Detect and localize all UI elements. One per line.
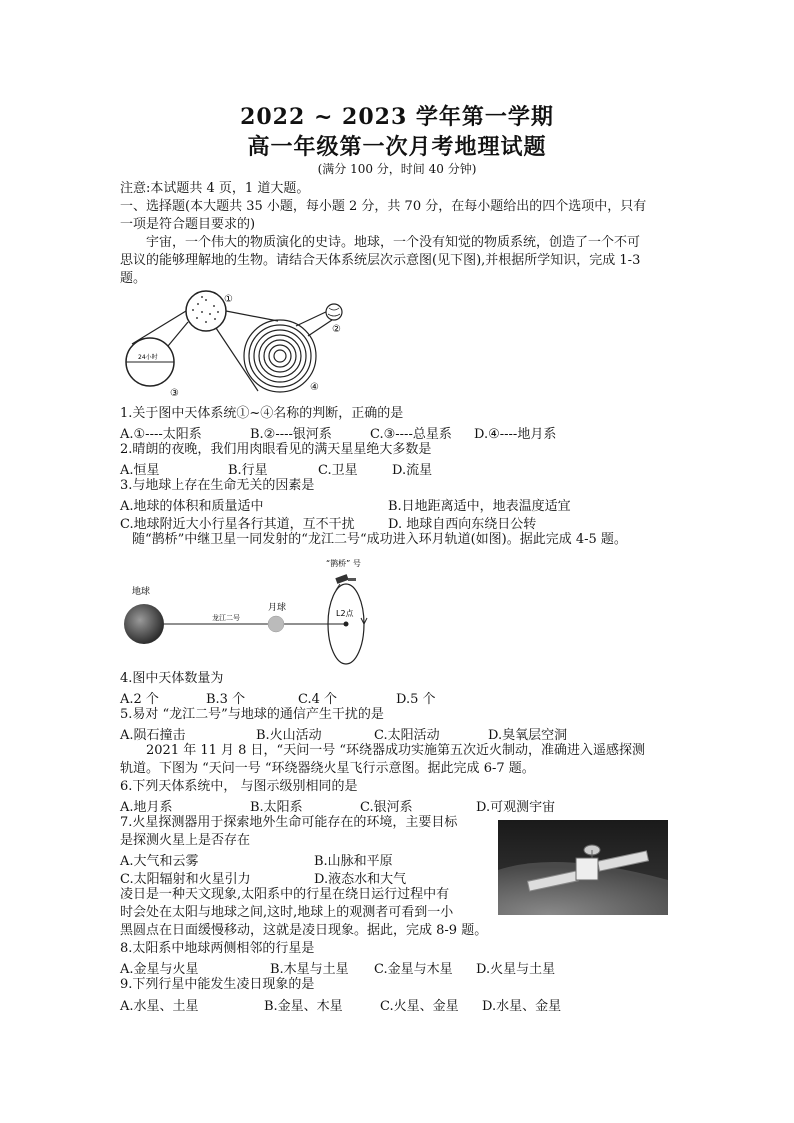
q4-option-a: A.2 个 [120, 692, 159, 707]
q2-option-b: B.行星 [228, 463, 268, 478]
q5-option-b: B.火山活动 [256, 728, 322, 743]
figure1-label-2: ② [332, 324, 341, 335]
q3-option-a: A.地球的体积和质量适中 [120, 499, 264, 514]
q3-option-b: B.日地距离适中，地表温度适宜 [388, 499, 571, 514]
q8-option-c: C.金星与木星 [374, 962, 453, 977]
q2-option-c: C.卫星 [318, 463, 358, 478]
q4-option-d: D.5 个 [396, 692, 436, 707]
intro3-line2: 轨道。下图为 “天问一号 “环绕器绕火星飞行示意图。据此完成 6-7 题。 [120, 761, 535, 776]
q8-stem: 8.太阳系中地球两侧相邻的行星是 [120, 941, 315, 956]
exam-meta: (满分 100 分，时间 40 分钟) [317, 162, 477, 176]
q7-option-c: C.太阳辐射和火星引力 [120, 872, 251, 887]
intro4-line3: 黑圆点在日面缓慢移动，这就是凌日现象。据此，完成 8-9 题。 [120, 923, 488, 938]
intro4-line2: 时会处在太阳与地球之间,这时,地球上的观测者可看到一小 [120, 905, 454, 920]
q9-option-c: C.火星、金星 [380, 999, 459, 1014]
q2-option-d: D.流星 [392, 463, 433, 478]
intro3-line1: 2021 年 11 月 8 日，“天问一号 “环绕器成功实施第五次近火制动，准确进入遥感探测 [146, 743, 645, 758]
q5-option-c: C.太阳活动 [374, 728, 440, 743]
q6-option-d: D.可观测宇宙 [476, 800, 556, 815]
q5-stem: 5.易对 “龙江二号”与地球的通信产生干扰的是 [120, 707, 384, 722]
intro1-line1: 宇宙，一个伟大的物质演化的史诗。地球，一个没有知觉的物质系统，创造了一个不可 [146, 235, 641, 250]
figure1-label-1: ① [224, 294, 233, 305]
q3-stem: 3.与地球上存在生命无关的因素是 [120, 478, 315, 493]
figure2-relay-label: “鹊桥” 号 [326, 559, 361, 568]
q5-option-a: A.陨石撞击 [120, 728, 186, 743]
exam-title: 高一年级第一次月考地理试题 [247, 134, 547, 160]
q6-option-c: C.银河系 [360, 800, 413, 815]
q7-option-d: D.液态水和大气 [314, 872, 407, 887]
q1-option-b: B.②----银河系 [250, 427, 332, 442]
q7-stem2: 是探测火星上是否存在 [120, 833, 251, 848]
earth-globe [124, 604, 164, 644]
q9-option-b: B.金星、木星 [264, 999, 343, 1014]
figure1-small-text: 24小时 [138, 354, 158, 361]
q7-option-b: B.山脉和平原 [314, 854, 393, 869]
figure2-l2-label: L2点 [336, 609, 354, 618]
q1-option-d: D.④----地月系 [474, 427, 557, 442]
q1-stem: 1.关于图中天体系统①~④名称的判断，正确的是 [120, 406, 404, 421]
q3-option-d: D. 地球自西向东绕日公转 [388, 517, 537, 532]
intro1-line3: 题。 [120, 271, 147, 286]
section1-line2: 一项是符合题目要求的) [120, 217, 256, 232]
q6-stem: 6.下列天体系统中， 与图示级别相同的是 [120, 779, 358, 794]
q8-option-b: B.木星与土星 [270, 962, 349, 977]
q3-option-c: C.地球附近大小行星各行其道，互不干扰 [120, 517, 355, 532]
q6-option-a: A.地月系 [120, 800, 173, 815]
intro4-line1: 凌日是一种天文现象,太阳系中的行星在绕日运行过程中有 [120, 887, 450, 902]
q9-option-a: A.水星、土星 [120, 999, 199, 1014]
figure2-probe-label: 龙江二号 [212, 614, 240, 622]
q1-option-c: C.③----总星系 [370, 427, 452, 442]
q8-option-d: D.火星与土星 [476, 962, 556, 977]
figure-celestial-hierarchy [118, 286, 348, 404]
q1-option-a: A.①----太阳系 [120, 427, 202, 442]
q4-option-b: B.3 个 [206, 692, 246, 707]
figure1-label-4: ④ [310, 382, 319, 393]
q4-stem: 4.图中天体数量为 [120, 671, 224, 686]
intro2: 随“鹊桥”中继卫星一同发射的“龙江二号“成功进入环月轨道(如图)。据此完成 4-5 题。 [132, 532, 627, 547]
q2-stem: 2.晴朗的夜晚，我们用肉眼看见的满天星星绝大多数是 [120, 442, 432, 457]
q8-option-a: A.金星与火星 [120, 962, 199, 977]
figure-lunar-orbit [118, 552, 390, 668]
q4-option-c: C.4 个 [298, 692, 338, 707]
section1-line1: 一、选择题(本大题共 35 小题，每小题 2 分，共 70 分，在每小题给出的四个选项中，只有 [120, 199, 647, 214]
q9-stem: 9.下列行星中能发生凌日现象的是 [120, 977, 315, 992]
moon-globe [268, 616, 284, 632]
mars-orbiter-photo [498, 820, 668, 915]
q7-stem1: 7.火星探测器用于探索地外生命可能存在的环境，主要目标 [120, 815, 458, 830]
q6-option-b: B.太阳系 [250, 800, 303, 815]
figure2-earth-label: 地球 [132, 587, 151, 597]
figure1-label-3: ③ [170, 388, 179, 399]
figure2-moon-label: 月球 [268, 603, 287, 613]
year-title: 2022 ~ 2023 学年第一学期 [240, 104, 554, 130]
q5-option-d: D.臭氧层空洞 [488, 728, 568, 743]
intro1-line2: 思议的能够理解地的生物。请结合天体系统层次示意图(见下图),并根据所学知识，完成 1-3 [120, 253, 641, 268]
q2-option-a: A.恒星 [120, 463, 160, 478]
notice: 注意:本试题共 4 页，1 道大题。 [120, 181, 310, 196]
q7-option-a: A.大气和云雾 [120, 854, 199, 869]
q9-option-d: D.水星、金星 [482, 999, 562, 1014]
